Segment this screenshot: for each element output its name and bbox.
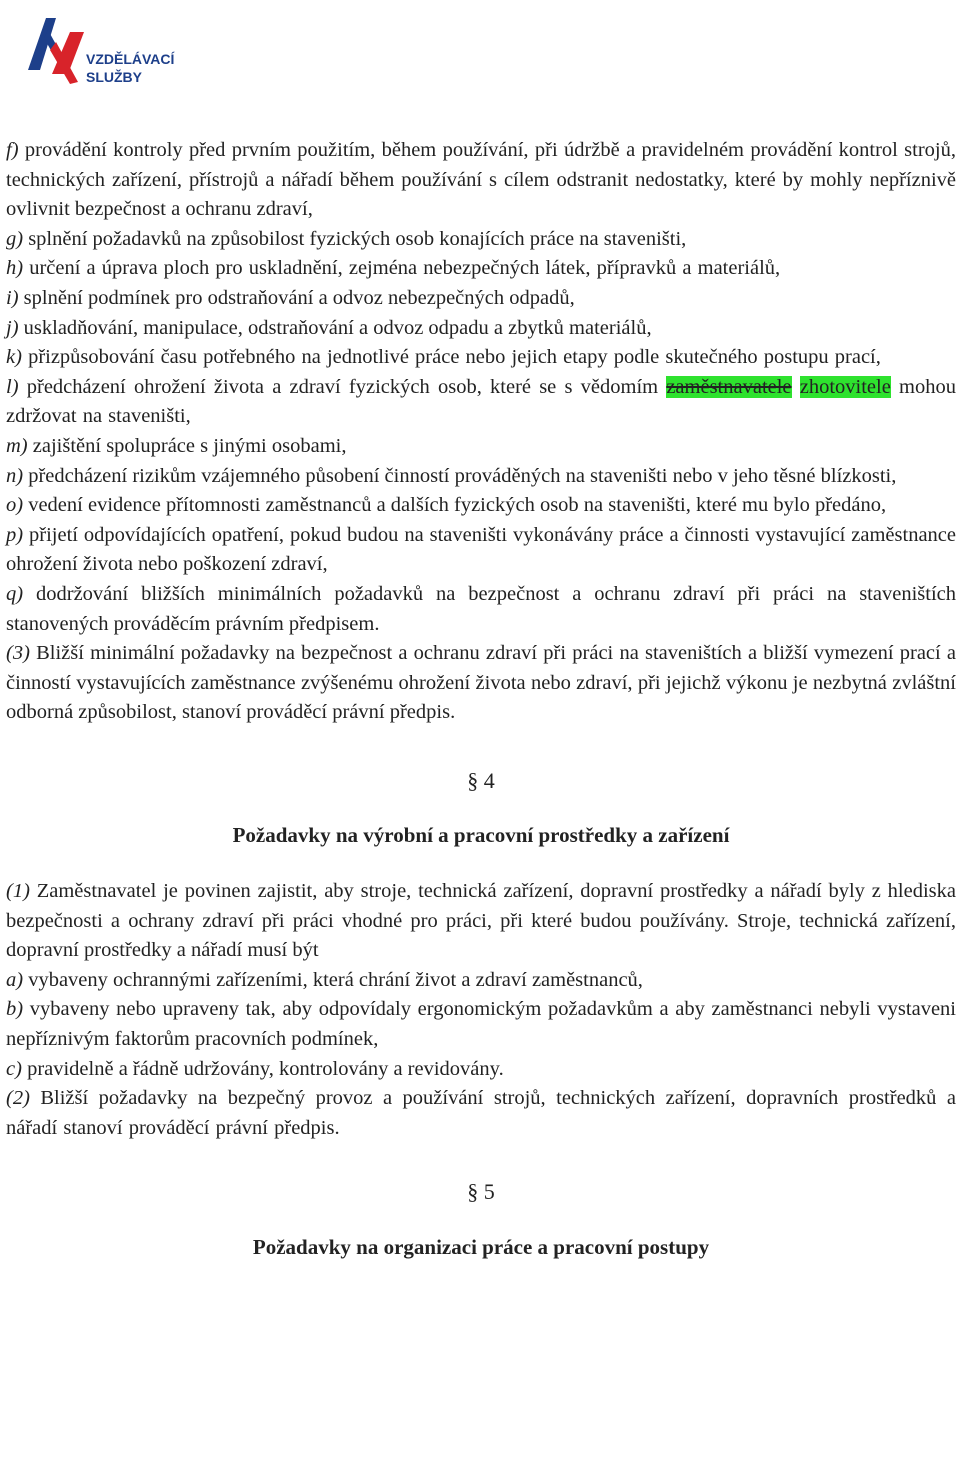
- item-m: m) zajištění spolupráce s jinými osobami,: [6, 434, 347, 457]
- section-4-heading: Požadavky na výrobní a pracovní prostředky a zařízení: [232, 823, 730, 848]
- item-f: f) provádění kontroly před prvním použitím, během používání, při údržbě a pravidelném provádění kontrol strojů, technických zařízení, přístrojů a nářadí během používání s cílem odstranit nedostatky, které by mohly nepříznivě ovlivnit bezpečnost a ochranu zdraví,: [6, 139, 956, 221]
- item-n: n) předcházení rizikům vzájemného působení činností prováděných na staveništi nebo v jeho těsné blízkosti,: [6, 464, 897, 487]
- inserted-word: zhotovitele: [799, 375, 891, 398]
- section-5-sign: § 5: [467, 1179, 495, 1205]
- item-i: i) splnění podmínek pro odstraňování a odvoz nebezpečných odpadů,: [6, 286, 575, 309]
- item-g: g) splnění požadavků na způsobilost fyzických osob konajících práce na staveništi,: [6, 227, 687, 250]
- paragraph-3: (3) Bližší minimální požadavky na bezpečnost a ochranu zdraví při práci na staveništích a bližší vymezení prací a činností vystavujících zaměstnance zvýšenému ohrožení života nebo zdraví, při jejichž výkonu je nezbytná zvláštní odborná způsobilost, stanoví prováděcí právní předpis.: [6, 642, 956, 724]
- svg-text:SLUŽBY: SLUŽBY: [86, 69, 142, 85]
- item-a: a) vybaveny ochrannými zařízeními, která chrání život a zdraví zaměstnanců,: [6, 968, 643, 991]
- item-h: h) určení a úprava ploch pro uskladnění, zejména nebezpečných látek, přípravků a materiálů,: [6, 257, 781, 280]
- item-o: o) vedení evidence přítomnosti zaměstnanců a dalších fyzických osob na staveništi, které mu bylo předáno,: [6, 494, 887, 517]
- item-b: b) vybaveny nebo upraveny tak, aby odpovídaly ergonomickým požadavkům a aby zaměstnanci nebyli vystaveni nepříznivým faktorům pracovních podmínek,: [6, 998, 956, 1051]
- item-l: l) předcházení ohrožení života a zdraví fyzických osob, které se s vědomím zaměstnavatele zhotovitele mohou zdržovat na staveništi,: [6, 375, 956, 428]
- section-4-sign: § 4: [467, 767, 495, 793]
- logo-mark-icon: [26, 12, 186, 92]
- struck-word: zaměstnavatele: [666, 375, 792, 398]
- paragraph-1: (1) Zaměstnavatel je povinen zajistit, aby stroje, technická zařízení, dopravní prostředky a nářadí byly z hlediska bezpečnosti a ochrany zdraví při práci vhodné pro práci, při které budou používány. Stroje, technická zařízení, dopravní prostředky a nářadí musí být: [6, 880, 956, 962]
- vzdelavaci-sluzby-logo: [26, 12, 186, 92]
- item-p: p) přijetí odpovídajících opatření, pokud budou na staveništi vykonávány práce a činnosti vystavující zaměstnance ohrožení života nebo poškození zdraví,: [6, 523, 956, 576]
- item-k: k) přizpůsobování času potřebného na jednotlivé práce nebo jejich etapy podle skutečného postupu prací,: [6, 346, 881, 369]
- document-body: [6, 136, 956, 1263]
- paragraph-2: (2) Bližší požadavky na bezpečný provoz a používání strojů, technických zařízení, dopravních prostředků a nářadí stanoví prováděcí právní předpis.: [6, 1087, 956, 1139]
- item-j: j) uskladňování, manipulace, odstraňování a odvoz odpadu a zbytků materiálů,: [6, 316, 652, 339]
- section-5-heading: Požadavky na organizaci práce a pracovní postupy: [252, 1235, 710, 1259]
- item-c: c) pravidelně a řádně udržovány, kontrolovány a revidovány.: [6, 1057, 504, 1080]
- svg-text:VZDĚLÁVACÍ: VZDĚLÁVACÍ: [86, 51, 175, 67]
- item-q: q) dodržování bližších minimálních požadavků na bezpečnost a ochranu zdraví při práci na staveništích stanovených prováděcím právním předpisem.: [6, 582, 956, 635]
